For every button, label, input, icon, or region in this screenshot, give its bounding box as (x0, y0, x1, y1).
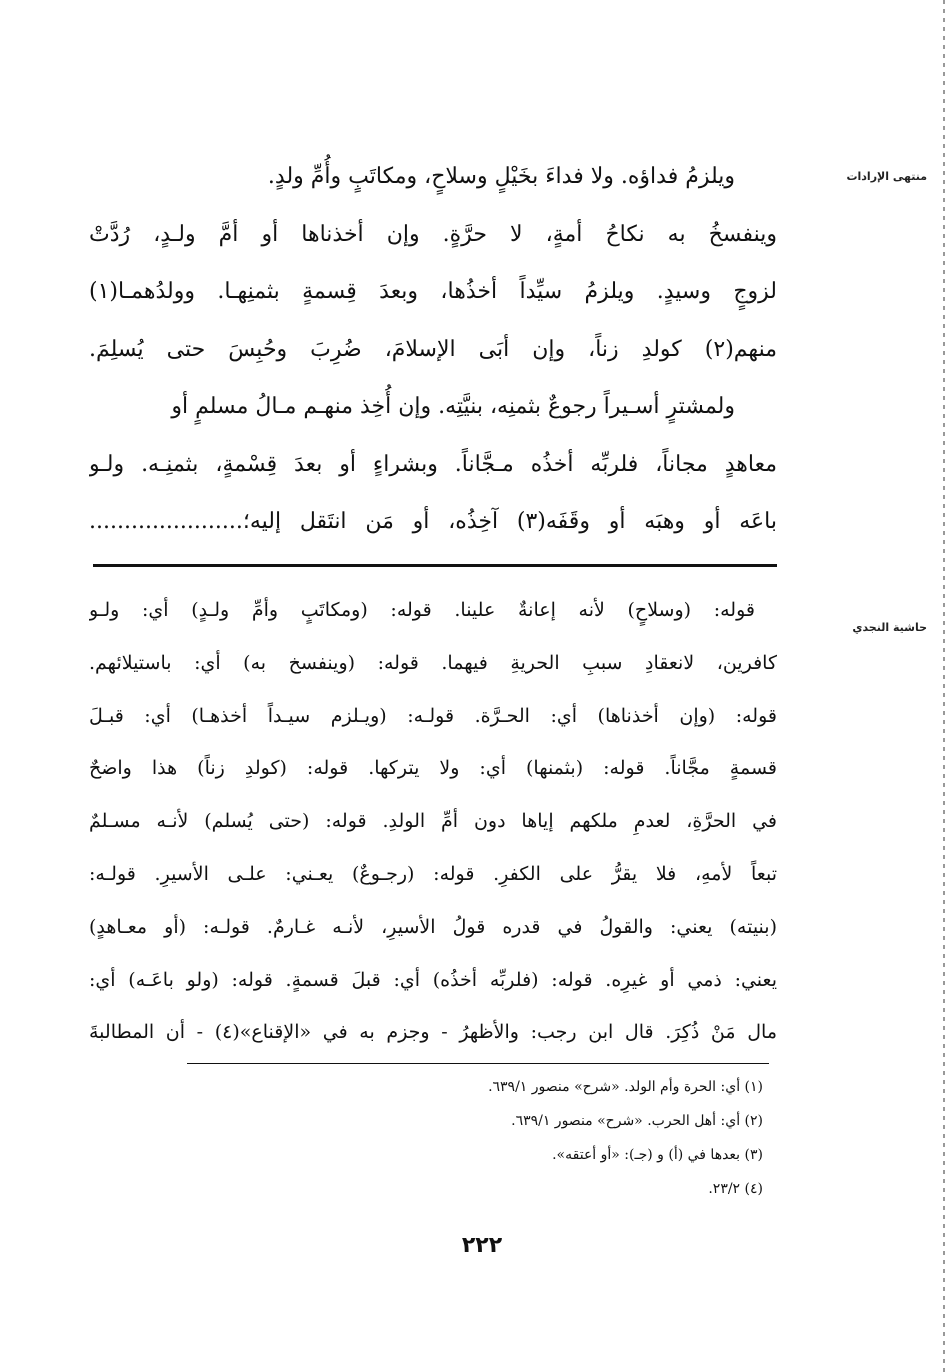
commentary-line: كافرين، لانعقادِ سببِ الحريةِ فيهما. قوله: (وينفسخ به) أي: باستيلائهم. (89, 651, 777, 674)
footnote: (٤) ٢٣/٢. (708, 1181, 763, 1197)
commentary-line: في الحرَّةِ، لعدمِ ملكهم إياها دون أمِّ الولدِ. قوله: (حتى يُسلم) لأنـه مسـلمٌ (89, 810, 777, 833)
footnote: (١) أي: الحرة وأم الولد. «شرح» منصور ٦٣٩/١. (488, 1079, 763, 1095)
commentary-line: مال مَنْ ذُكِرَ. قال ابن رجب: والأظهرُ - وجزم به في «الإقناع»(٤) - أن المطالبةَ (89, 1021, 777, 1044)
side-label-main: منتهى الإرادات (846, 170, 927, 183)
commentary-line: تبعاً لأمهِ، فلا يقرُّ على الكفرِ. قوله: (رجـوعٌ) يعـني: علـى الأسيرِ. قولـه: (89, 862, 777, 885)
page-number: ٢٢٢ (461, 1233, 503, 1258)
main-text-block (89, 148, 777, 551)
commentary-line: قسمةٍ مجَّاناً. قوله: (بثمنها) أي: ولا يتركها. قوله: (كولدِ زناً) هذا واضحٌ (89, 757, 777, 780)
main-text-line: ولمشترٍ أسـيراً رجوعٌ بثمنِه، بنيَّتِه. وإن أُخِذ منهـم مـالُ مسلمٍ أو (171, 394, 735, 419)
main-text-line: باعَه أو وهبَه أو وقَفَه(٣) آخِذُه، أو مَن انتَقل إليه؛...................... (89, 509, 777, 534)
footnote: (٢) أي: أهل الحرب. «شرح» منصور ٦٣٩/١. (511, 1113, 763, 1129)
commentary-line: قوله: (وإن أخذناها) أي: الحـرَّة. قولـه: (ويـلزم سيـداً أخذهـا) أي: قبـلَ (89, 704, 777, 727)
side-label-commentary: حاشية النجدي (852, 621, 927, 634)
main-text-line: وينفسخُ به نكاحُ أمةٍ، لا حرَّةٍ. وإن أخذناها أو أمَّ ولـدٍ، رُدَّتْ (89, 221, 777, 247)
footnote-rule (187, 1063, 769, 1064)
commentary-line: قوله: (وسلاحٍ) لأنه إعانةٌ علينا. قوله: (ومكاتَبٍ وأمِّ ولـدٍ) أي: ولـو (89, 599, 755, 621)
main-text-line: معاهدٍ مجاناً، فلربِّه أخذُه مـجَّاناً. وبشراءٍ أو بعدَ قِسْمةٍ، بثمنِـه. ولـو (89, 451, 777, 477)
commentary-line: (بنيته) يعني: والقولُ في قدره قولُ الأسيرِ، لأنـه غـارمٌ. قولـه: (أو معـاهدٍ) (89, 915, 777, 938)
footnotes-block (163, 1070, 763, 1206)
footnote: (٣) بعدها في (أ) و (جـ): «أو أعتقه». (552, 1147, 763, 1163)
main-text-line: منهم(٢) كولدِ زناً، وإن أبَى الإسلامَ، ضُرِبَ وحُبِسَ حتى يُسلِمَ. (89, 336, 777, 362)
section-divider (93, 564, 777, 567)
commentary-line: يعني: ذمي أو غيرِه. قوله: (فلربِّه أخذُه) أي: قبلَ قسمةٍ. قوله: (ولو باعَـه) أي: (89, 968, 777, 991)
main-text-line: ويلزمُ فداؤه. ولا فداءَ بخَيْلٍ وسلاحٍ، ومكاتَبٍ وأُمِّ ولدٍ. (267, 164, 735, 189)
commentary-block (89, 584, 777, 1059)
main-text-line: لزوجٍ وسيدٍ. ويلزمُ سيِّداً أخذُها، وبعدَ قِسمةٍ بثمنِهـا. وولدُهمـا(١) (89, 279, 777, 304)
